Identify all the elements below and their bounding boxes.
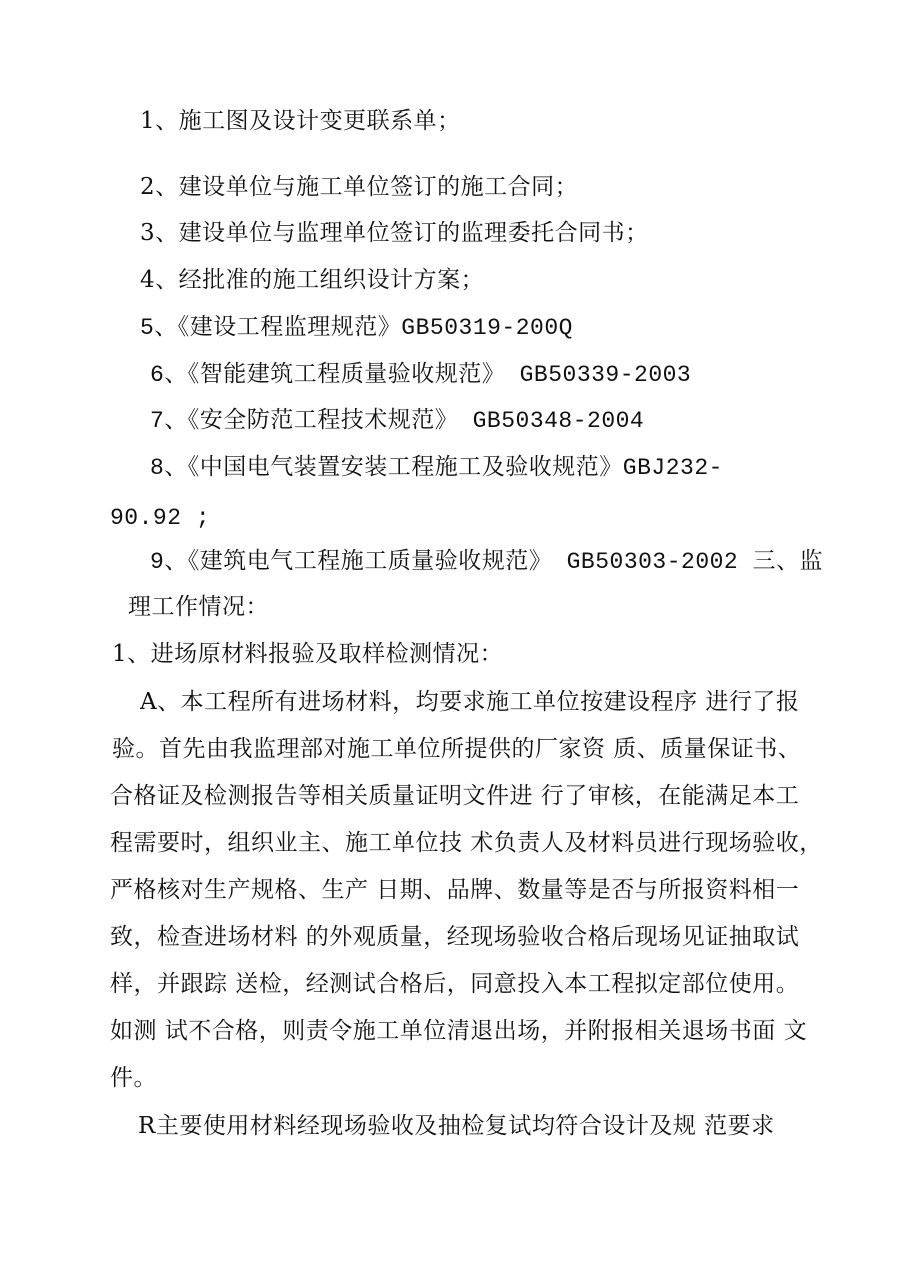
basis-item-7: 7、《安全防范工程技术规范》 GB50348-2004 xyxy=(150,408,645,434)
basis-item-9: 9、《建筑电气工程施工质量验收规范》 GB50303-2002 三、监 xyxy=(150,549,824,575)
paragraph-b-line: R主要使用材料经现场验收及抽检复试均符合设计及规 范要求 xyxy=(138,1113,775,1139)
paragraph-a-line: 验。首先由我监理部对施工单位所提供的厂家资 质、质量保证书、 xyxy=(112,736,802,762)
basis-item-3: 3、建设单位与监理单位签订的监理委托合同书； xyxy=(140,220,649,246)
paragraph-a-line: 样，并跟踪 送检，经测试合格后，同意投入本工程拟定部位使用。 xyxy=(110,971,800,997)
paragraph-a-line: 致，检查进场材料 的外观质量，经现场验收合格后现场见证抽取试 xyxy=(110,924,800,950)
paragraph-a-line: 严格核对生产规格、生产 日期、品牌、数量等是否与所报资料相一 xyxy=(110,877,800,903)
basis-item-6: 6、《智能建筑工程质量验收规范》 GB50339-2003 xyxy=(150,362,692,388)
basis-item-8: 8、《中国电气装置安装工程施工及验收规范》GBJ232- xyxy=(150,455,723,481)
basis-item-1: 1、施工图及设计变更联系单； xyxy=(140,108,461,134)
paragraph-a-line: 程需要时，组织业主、施工单位技 术负责人及材料员进行现场验收， xyxy=(110,830,823,856)
basis-item-5: 5、《建设工程监理规范》GB50319-200Q xyxy=(140,315,573,341)
section-heading: 1、进场原材料报验及取样检测情况： xyxy=(112,641,504,667)
section-three-heading: 理工作情况： xyxy=(128,594,269,620)
paragraph-a-line: 件。 xyxy=(110,1065,157,1091)
paragraph-a-line: 合格证及检测报告等相关质量证明文件进 行了审核，在能满足本工 xyxy=(110,783,800,809)
basis-item-8-continued: 90.92 ; xyxy=(110,505,211,531)
basis-item-4: 4、经批准的施工组织设计方案； xyxy=(140,267,485,293)
paragraph-a-line: A、本工程所有进场材料，均要求施工单位按建设程序 进行了报 xyxy=(140,689,800,715)
paragraph-a-line: 如测 试不合格，则责令施工单位清退出场，并附报相关退场书面 文 xyxy=(110,1018,808,1044)
basis-item-2: 2、建设单位与施工单位签订的施工合同； xyxy=(140,174,579,200)
